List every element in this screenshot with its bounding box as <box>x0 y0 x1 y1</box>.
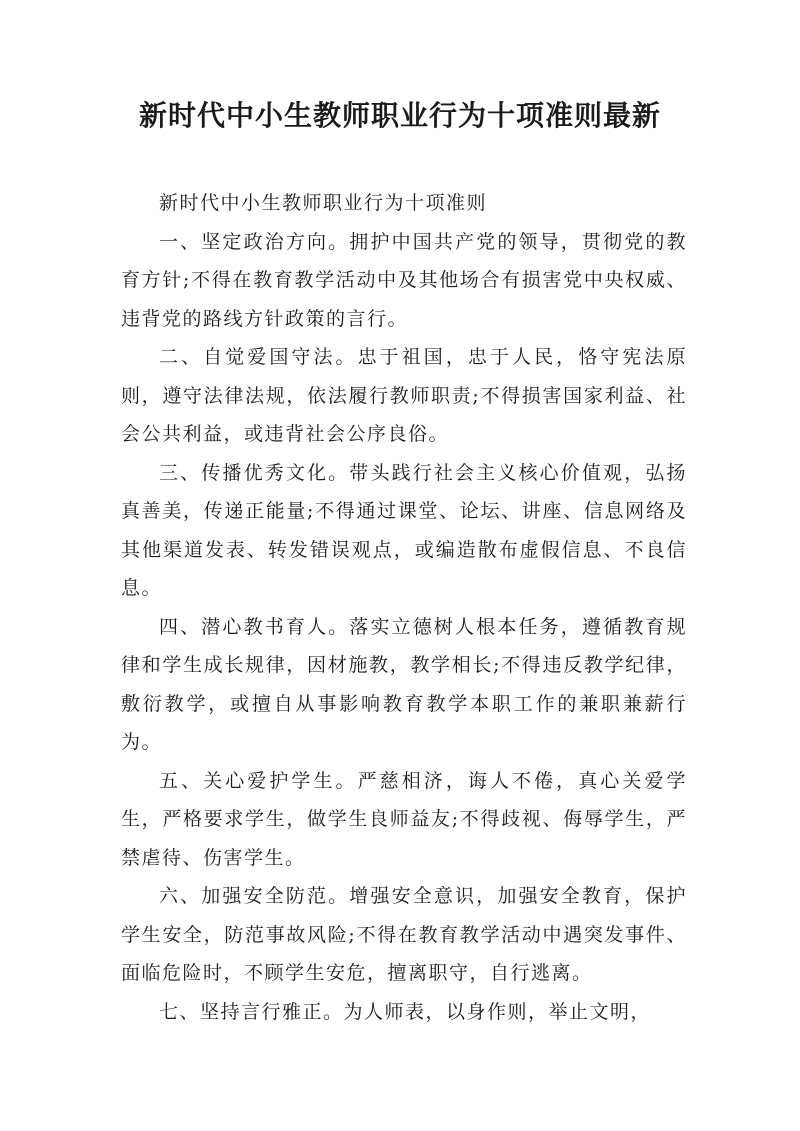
document-title: 新时代中小生教师职业行为十项准则最新 <box>138 99 661 132</box>
paragraph-rule-5: 五、关心爱护学生。严慈相济，诲人不倦，真心关爱学生，严格要求学生，做学生良师益友;不得歧视、侮辱学生，严禁虐待、伤害学生。 <box>121 769 687 869</box>
paragraph-rule-7: 七、坚持言行雅正。为人师表，以身作则，举止文明， <box>159 1000 652 1023</box>
paragraph-rule-2: 二、自觉爱国守法。忠于祖国，忠于人民，恪守宪法原则，遵守法律法规，依法履行教师职责;不得损害国家利益、社会公共利益，或违背社会公序良俗。 <box>121 346 687 445</box>
paragraph-rule-3: 三、传播优秀文化。带头践行社会主义核心价值观，弘扬真善美，传递正能量;不得通过课堂、论坛、讲座、信息网络及其他渠道发表、转发错误观点，或编造散布虚假信息、不良信息。 <box>121 461 687 599</box>
paragraph-subtitle: 新时代中小生教师职业行为十项准则 <box>159 192 488 214</box>
paragraph-rule-6: 六、加强安全防范。增强安全意识，加强安全教育，保护学生安全，防范事故风险;不得在教育教学活动中遇突发事件、面临危险时，不顾学生安危，擅离职守，自行逃离。 <box>121 885 687 984</box>
paragraph-rule-4: 四、潜心教书育人。落实立德树人根本任务，遵循教育规律和学生成长规律，因材施教，教学相长;不得违反教学纪律，敷衍教学，或擅自从事影响教育教学本职工作的兼职兼薪行为。 <box>121 615 687 753</box>
document-body <box>121 184 687 1031</box>
paragraph-rule-1: 一、坚定政治方向。拥护中国共产党的领导，贯彻党的教育方针;不得在教育教学活动中及其他场合有损害党中央权威、违背党的路线方针政策的言行。 <box>121 230 687 330</box>
